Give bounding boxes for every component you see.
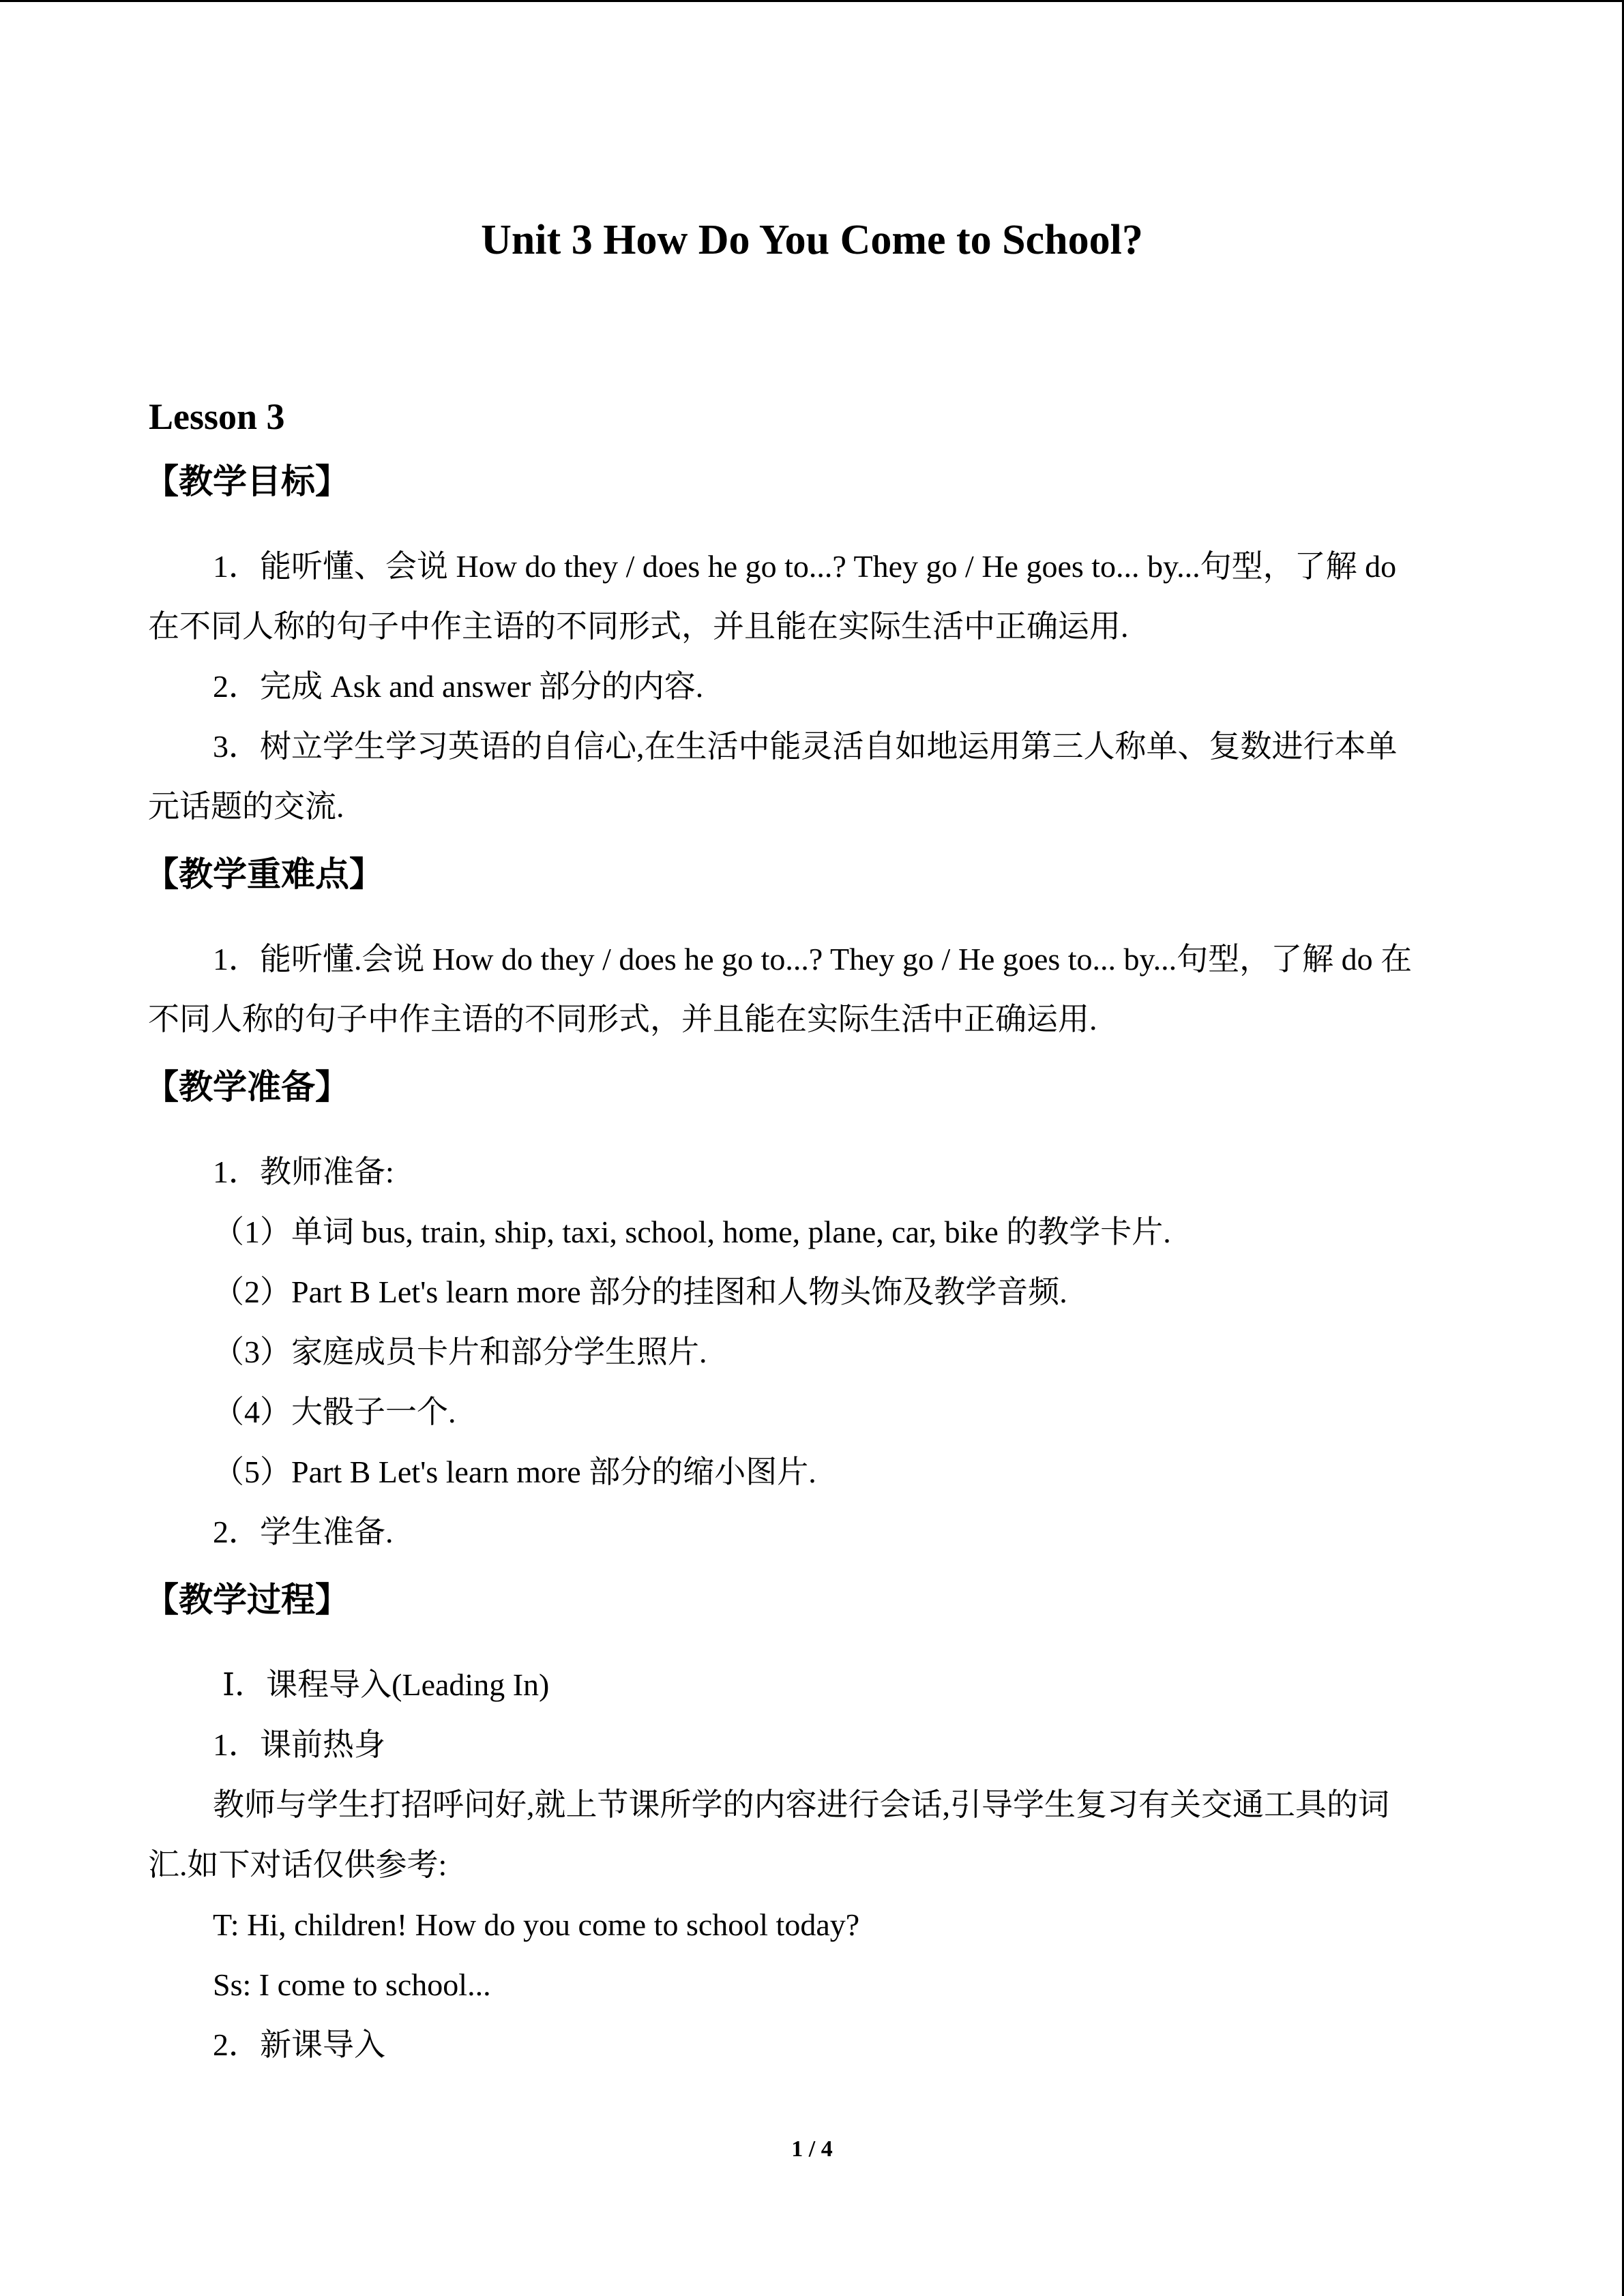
- process-line: T: Hi, children! How do you come to school today?: [213, 1907, 860, 1942]
- lesson-label: Lesson 3: [149, 396, 285, 437]
- objective-line: 1．能听懂、会说 How do they / does he go to...? They go / He goes to... by...句型，了解 do: [213, 549, 1397, 584]
- objective-line: 在不同人称的句子中作主语的不同形式，并且能在实际生活中正确运用.: [148, 609, 1129, 644]
- page-title: Unit 3 How Do You Come to School?: [481, 217, 1143, 263]
- section-heading-objectives: 【教学目标】: [145, 462, 349, 501]
- objective-line: 3．树立学生学习英语的自信心,在生活中能灵活自如地运用第三人称单、复数进行本单: [213, 729, 1398, 764]
- preparation-line: 2．学生准备.: [213, 1515, 394, 1549]
- page-number: 1 / 4: [791, 2136, 833, 2162]
- process-line: Ss: I come to school...: [213, 1967, 491, 2002]
- key-point-line: 1．能听懂.会说 How do they / does he go to...? They go / He goes to... by...句型，了解 do 在: [213, 942, 1413, 976]
- process-line: 汇.如下对话仅供参考:: [148, 1847, 447, 1882]
- preparation-line: （3）家庭成员卡片和部分学生照片.: [213, 1335, 707, 1369]
- page-border-top: [0, 0, 1624, 2]
- preparation-line: （2）Part B Let's learn more 部分的挂图和人物头饰及教学音频.: [213, 1274, 1067, 1309]
- preparation-line: （4）大骰子一个.: [213, 1395, 456, 1429]
- key-point-line: 不同人称的句子中作主语的不同形式，并且能在实际生活中正确运用.: [148, 1002, 1097, 1037]
- section-heading-key-points: 【教学重难点】: [145, 854, 383, 894]
- process-line: 1．课前热身: [213, 1727, 385, 1762]
- process-line: 2．新课导入: [213, 2027, 385, 2062]
- preparation-line: （1）单词 bus, train, ship, taxi, school, home, plane, car, bike 的教学卡片.: [213, 1214, 1171, 1249]
- process-line: 教师与学生打招呼问好,就上节课所学的内容进行会话,引导学生复习有关交通工具的词: [213, 1787, 1389, 1822]
- section-heading-preparation: 【教学准备】: [145, 1067, 349, 1107]
- preparation-line: （5）Part B Let's learn more 部分的缩小图片.: [213, 1455, 816, 1489]
- preparation-line: 1．教师准备:: [213, 1154, 394, 1189]
- process-line: Ⅰ．课程导入(Leading In): [222, 1667, 550, 1702]
- objective-line: 2．完成 Ask and answer 部分的内容.: [213, 669, 704, 704]
- section-heading-process: 【教学过程】: [145, 1580, 349, 1620]
- objective-line: 元话题的交流.: [148, 789, 344, 824]
